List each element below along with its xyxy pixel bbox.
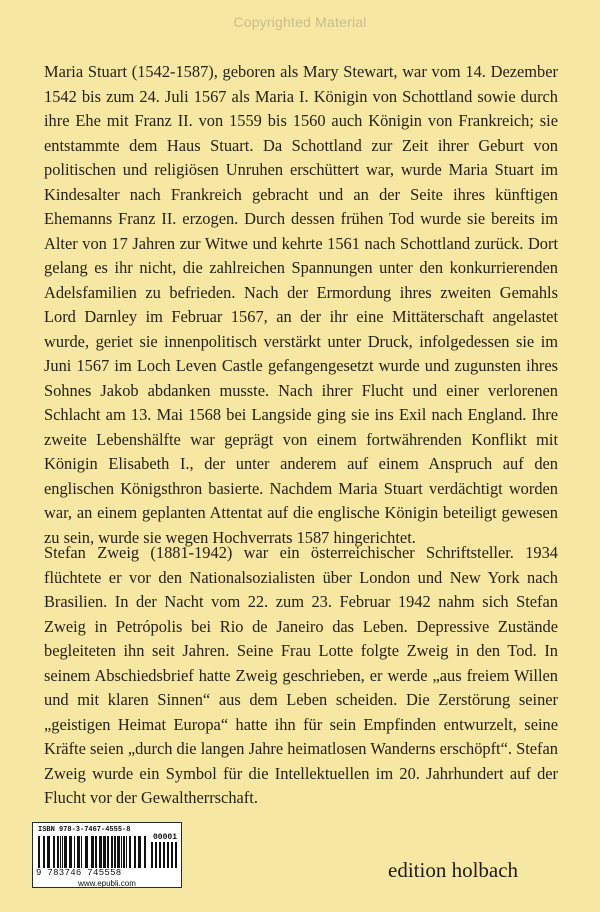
barcode-bars	[38, 836, 148, 868]
isbn-label: ISBN 978-3-7467-4555-8	[38, 826, 131, 834]
price-code: 00001	[152, 833, 177, 842]
publisher-url: www.epubli.com	[78, 879, 136, 888]
publisher-name: edition holbach	[388, 858, 519, 882]
copyright-watermark: Copyrighted Material	[233, 14, 367, 30]
paragraph-maria-stuart: Maria Stuart (1542-1587), geboren als Mary Stewart, war vom 14. Dezember 1542 bis zum 24. Juli 1567 als Maria I. Königin von Schottland sowie durch ihre Ehe mit Franz II. von 1559 bis 1560 auch Königin von Frankreich; sie entstammte dem Haus Stuart. Da Schottland zur Zeit ihrer Geburt von politischen und religiösen Unruhen erschüttert war, wurde Maria Stuart im Kindesalter nach Frankreich gebracht und an der Seite ihres künftigen Ehemanns Franz II. erzogen. Durch dessen frühen Tod wurde sie bereits im Alter von 17 Jahren zur Witwe und kehrte 1561 nach Schottland zurück. Dort gelang es ihr nicht, die zahlreichen Spannungen unter den konkurrierenden Adelsfamilien zu befrieden. Nach der Ermordung ihres zweiten Gemahls Lord Darnley im Februar 1567, an der ihr eine Mittäterschaft angelastet wurde, geriet sie innenpolitisch verstärkt unter Druck, infolgedessen sie im Juni 1567 im Loch Leven Castle gefangengesetzt wurde und zugunsten ihres Sohnes Jakob abdanken musste. Nach ihrer Flucht und einer verlorenen Schlacht am 13. Mai 1568 bei Langside ging sie ins Exil nach England. Ihre zweite Lebenshälfte war geprägt von einem fortwährenden Konflikt mit Königin Elisabeth I., der unter anderem auf einem Anspruch auf den englischen Königsthron basierte. Nachdem Maria Stuart verdächtigt worden war, an einem geplanten Attentat auf die englische Königin beteiligt gewesen zu sein, wurde sie wegen Hochverrats 1587 hingerichtet.	[44, 62, 558, 547]
paragraph-stefan-zweig: Stefan Zweig (1881-1942) war ein österreichischer Schriftsteller. 1934 flüchtete er vor den Nationalsozialisten über London und New York nach Brasilien. In der Nacht vom 22. zum 23. Februar 1942 nahm sich Stefan Zweig in Petrópolis bei Rio de Janeiro das Leben. Depressive Zustände begleiteten ihn seit Jahren. Seine Frau Lotte folgte Zweig in den Tod. In seinem Abschiedsbrief hatte Zweig geschrieben, er werde „aus freiem Willen und mit klaren Sinnen“ aus dem Leben scheiden. Die Zerstörung seiner „geistigen Heimat Europa“ hatte ihn für sein Empfinden entwurzelt, seine Kräfte seien „durch die langen Jahre heimatlosen Wanderns erschöpft“. Stefan Zweig wurde ein Symbol für die Intellektuellen im 20. Jahrhundert auf der Flucht vor der Gewaltherrschaft.	[44, 543, 558, 807]
ean-digits: 9 783746 745558	[36, 868, 122, 878]
barcode-addon-bars	[151, 842, 179, 868]
isbn-barcode	[32, 822, 182, 888]
